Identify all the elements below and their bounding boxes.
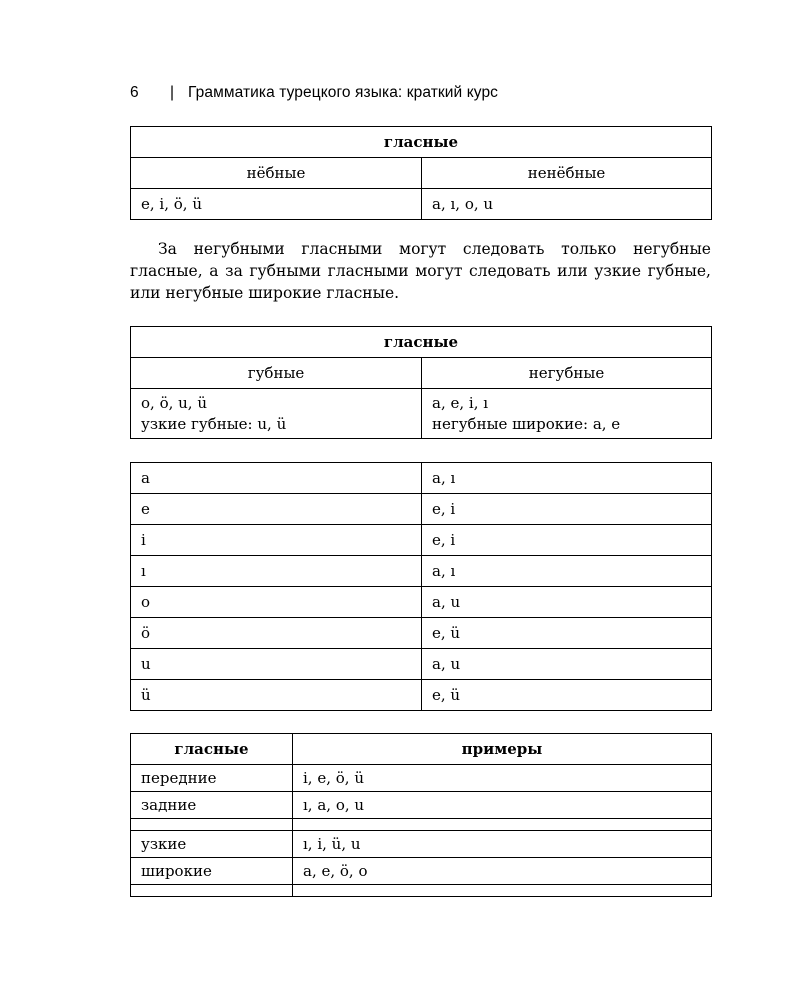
table-cell (131, 389, 422, 439)
table-cell: a, ı (422, 556, 712, 587)
table-cell: ı (131, 556, 422, 587)
table-cell (293, 885, 712, 897)
vowel-harmony-table (130, 462, 712, 711)
table-title: гласные (131, 327, 712, 358)
table-row (131, 556, 712, 587)
table-row (131, 587, 712, 618)
table-row (131, 649, 712, 680)
table-row (131, 525, 712, 556)
table-row (131, 494, 712, 525)
table-cell: ü (131, 680, 422, 711)
table-cell: задние (131, 792, 293, 819)
running-header (130, 84, 498, 102)
table-row (131, 765, 712, 792)
table-cell: e (131, 494, 422, 525)
cell-line: a, e, i, ı (432, 393, 489, 412)
cell-line: негубные широкие: a, e (432, 414, 621, 433)
page-number: 6 (130, 84, 139, 101)
table-row (131, 680, 712, 711)
table-cell: e, ü (422, 680, 712, 711)
table-cell: u (131, 649, 422, 680)
table-cell: a, e, ö, o (293, 858, 712, 885)
table-cell: a (131, 463, 422, 494)
table-cell (131, 819, 293, 831)
table-cell: узкие (131, 831, 293, 858)
table-cell (131, 885, 293, 897)
table-title: гласные (131, 127, 712, 158)
column-header: примеры (293, 734, 712, 765)
table-row (131, 792, 712, 819)
body-paragraph: За негубными гласными могут следовать только негубные гласные, а за губными гласными могут следовать или узкие губные, или негубные широкие гласные. (130, 240, 711, 302)
column-header: негубные (422, 358, 712, 389)
table-cell: a, ı, o, u (422, 189, 712, 220)
labial-vowels-table (130, 326, 712, 439)
column-header: нёбные (131, 158, 422, 189)
table-cell: e, ü (422, 618, 712, 649)
book-title: Грамматика турецкого языка: краткий курс (188, 84, 499, 101)
table-row (131, 831, 712, 858)
palatal-vowels-table (130, 126, 712, 220)
table-row (131, 618, 712, 649)
table-cell (293, 819, 712, 831)
table-cell: i (131, 525, 422, 556)
table-row-empty (131, 819, 712, 831)
column-header: ненёбные (422, 158, 712, 189)
table-cell (422, 389, 712, 439)
vowel-examples-table (130, 733, 712, 897)
table-row-empty (131, 885, 712, 897)
table-cell: ı, a, o, u (293, 792, 712, 819)
table-cell: e, i (422, 494, 712, 525)
header-separator: | (170, 84, 175, 101)
cell-line: o, ö, u, ü (141, 393, 207, 412)
table-row (131, 858, 712, 885)
table-cell: передние (131, 765, 293, 792)
table-cell: a, u (422, 649, 712, 680)
table-cell: e, i (422, 525, 712, 556)
table-cell: o (131, 587, 422, 618)
cell-line: узкие губные: u, ü (141, 414, 287, 433)
table-cell: i, e, ö, ü (293, 765, 712, 792)
table-cell: a, ı (422, 463, 712, 494)
table-cell: ı, i, ü, u (293, 831, 712, 858)
column-header: губные (131, 358, 422, 389)
table-row (131, 463, 712, 494)
table-cell: e, i, ö, ü (131, 189, 422, 220)
table-cell: широкие (131, 858, 293, 885)
table-cell: a, u (422, 587, 712, 618)
column-header: гласные (131, 734, 293, 765)
table-cell: ö (131, 618, 422, 649)
